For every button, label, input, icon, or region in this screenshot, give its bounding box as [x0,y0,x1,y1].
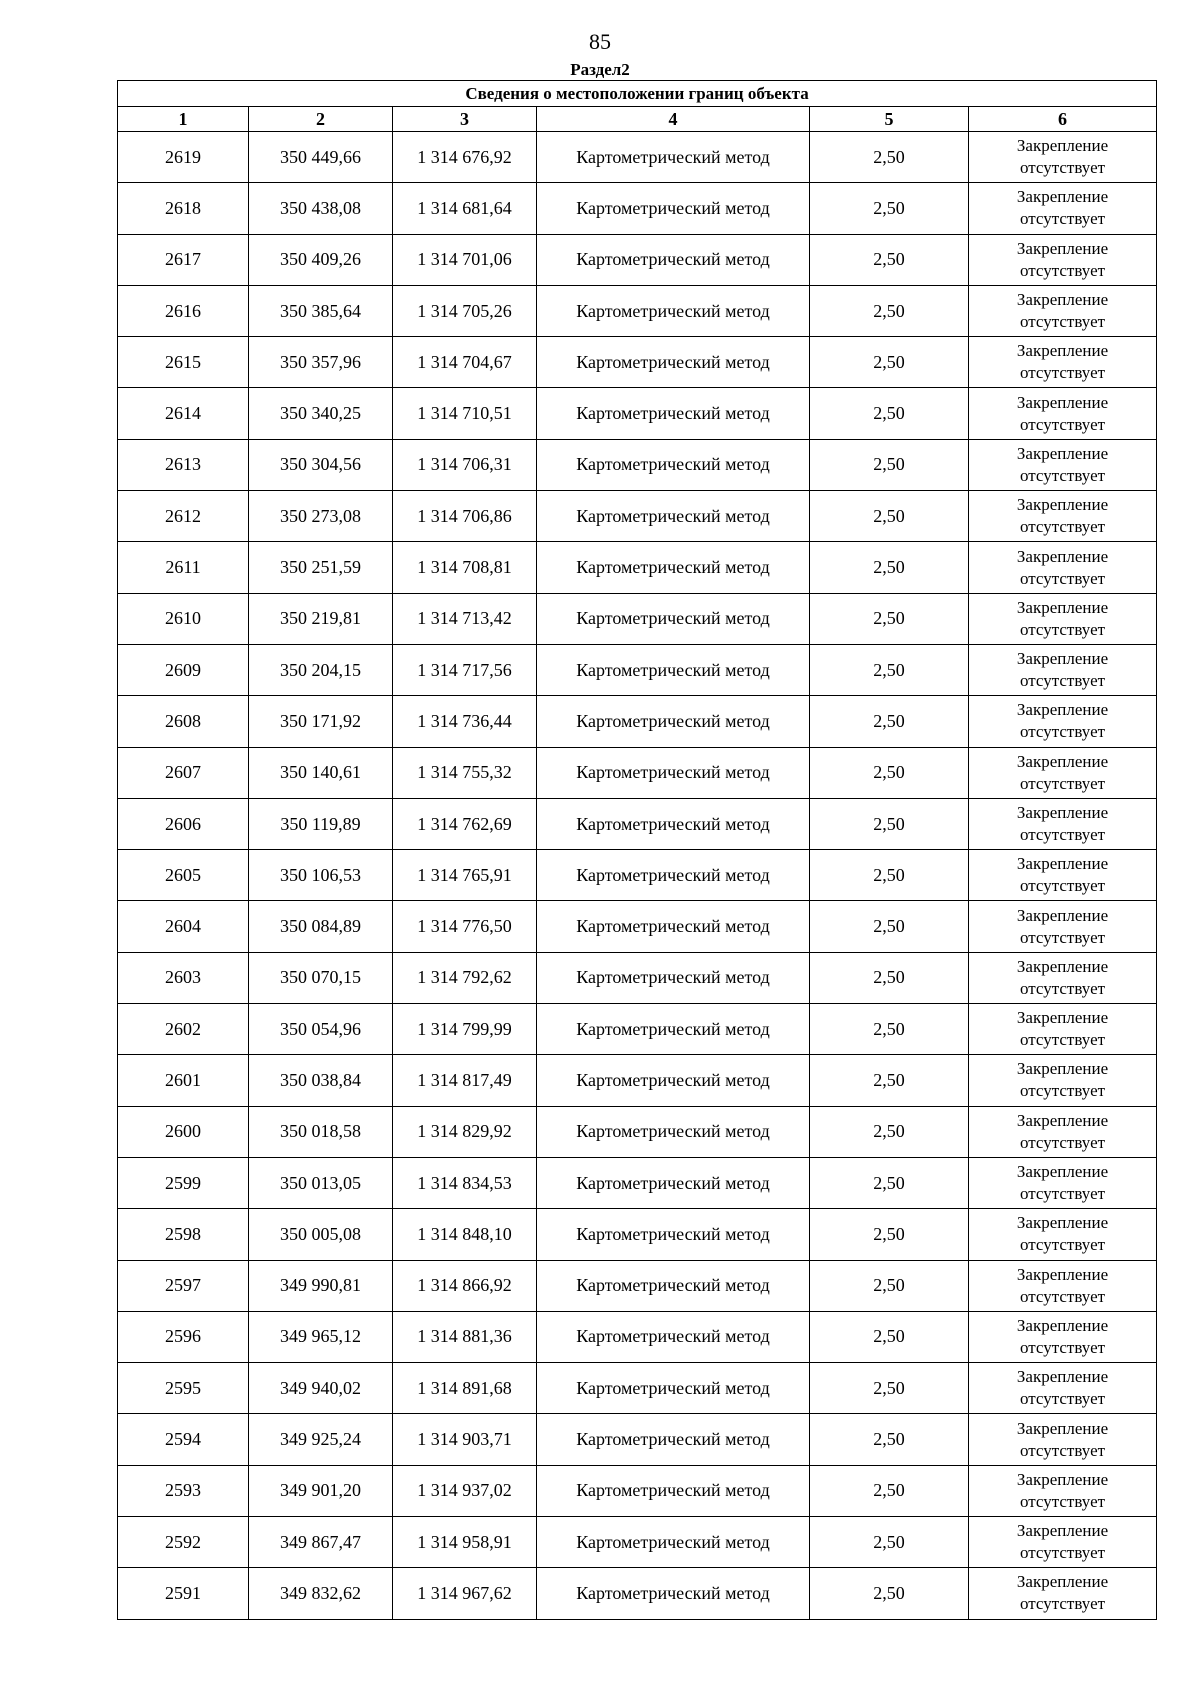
method-cell: Картометрический метод [537,850,810,901]
fixation-text: отсутствует [1020,1132,1106,1152]
point-number-cell: 2617 [118,234,249,285]
y-coordinate-cell: 1 314 903,71 [393,1414,537,1465]
y-coordinate-cell: 1 314 817,49 [393,1055,537,1106]
fixation-text: отсутствует [1020,773,1106,793]
method-cell: Картометрический метод [537,132,810,183]
y-coordinate-cell: 1 314 866,92 [393,1260,537,1311]
fixation-text: отсутствует [1020,1594,1106,1614]
x-coordinate-cell: 350 070,15 [249,952,393,1003]
x-coordinate-cell: 350 171,92 [249,696,393,747]
fixation-text: Закрепление [1016,854,1109,874]
x-coordinate-cell: 350 106,53 [249,850,393,901]
y-coordinate-cell: 1 314 706,31 [393,439,537,490]
table-row [118,491,1157,542]
method-cell: Картометрический метод [537,337,810,388]
fixation-cell [969,850,1157,901]
x-coordinate-cell: 349 925,24 [249,1414,393,1465]
point-number-cell: 2607 [118,747,249,798]
x-coordinate-cell: 350 084,89 [249,901,393,952]
fixation-cell [969,491,1157,542]
fixation-text: Закрепление [1016,1521,1109,1541]
method-cell: Картометрический метод [537,1465,810,1516]
method-cell: Картометрический метод [537,1517,810,1568]
fixation-cell [969,901,1157,952]
accuracy-cell: 2,50 [810,1311,969,1362]
y-coordinate-cell: 1 314 681,64 [393,183,537,234]
table-row [118,747,1157,798]
table-row [118,1311,1157,1362]
point-number-cell: 2597 [118,1260,249,1311]
accuracy-cell: 2,50 [810,1004,969,1055]
point-number-cell: 2605 [118,850,249,901]
method-cell: Картометрический метод [537,1209,810,1260]
table-row [118,1465,1157,1516]
column-number-4: 4 [537,107,810,132]
x-coordinate-cell: 349 901,20 [249,1465,393,1516]
y-coordinate-cell: 1 314 704,67 [393,337,537,388]
accuracy-cell: 2,50 [810,1517,969,1568]
y-coordinate-cell: 1 314 765,91 [393,850,537,901]
method-cell: Картометрический метод [537,542,810,593]
x-coordinate-cell: 349 965,12 [249,1311,393,1362]
method-cell: Картометрический метод [537,285,810,336]
method-cell: Картометрический метод [537,388,810,439]
y-coordinate-cell: 1 314 762,69 [393,798,537,849]
fixation-cell [969,337,1157,388]
table-row [118,644,1157,695]
fixation-text: Закрепление [1016,136,1109,156]
y-coordinate-cell: 1 314 834,53 [393,1157,537,1208]
table-row [118,696,1157,747]
table-row [118,439,1157,490]
point-number-cell: 2609 [118,644,249,695]
fixation-text: Закрепление [1016,1418,1109,1438]
point-number-cell: 2614 [118,388,249,439]
page-number: 85 [589,29,611,54]
fixation-text: Закрепление [1016,751,1109,771]
fixation-text: Закрепление [1016,1008,1109,1028]
x-coordinate-cell: 350 204,15 [249,644,393,695]
x-coordinate-cell: 350 385,64 [249,285,393,336]
fixation-cell [969,285,1157,336]
point-number-cell: 2604 [118,901,249,952]
accuracy-cell: 2,50 [810,1568,969,1619]
table-row [118,1209,1157,1260]
fixation-text: Закрепление [1016,1264,1109,1284]
y-coordinate-cell: 1 314 701,06 [393,234,537,285]
fixation-cell [969,1363,1157,1414]
fixation-text: Закрепление [1016,1213,1109,1233]
x-coordinate-cell: 350 304,56 [249,439,393,490]
fixation-text: Закрепление [1016,649,1109,669]
y-coordinate-cell: 1 314 706,86 [393,491,537,542]
fixation-text: отсутствует [1020,260,1106,280]
fixation-text: отсутствует [1020,1389,1106,1409]
method-cell: Картометрический метод [537,183,810,234]
accuracy-cell: 2,50 [810,850,969,901]
table-row [118,1055,1157,1106]
table-body [118,132,1157,1620]
y-coordinate-cell: 1 314 713,42 [393,593,537,644]
fixation-text: отсутствует [1020,1184,1106,1204]
y-coordinate-cell: 1 314 705,26 [393,285,537,336]
fixation-text: отсутствует [1020,825,1106,844]
point-number-cell: 2616 [118,285,249,336]
fixation-cell [969,439,1157,490]
accuracy-cell: 2,50 [810,901,969,952]
fixation-text: Закрепление [1016,495,1109,515]
x-coordinate-cell: 350 251,59 [249,542,393,593]
point-number-cell: 2608 [118,696,249,747]
point-number-cell: 2603 [118,952,249,1003]
fixation-text: отсутствует [1020,465,1106,485]
method-cell: Картометрический метод [537,593,810,644]
fixation-text: Закрепление [1016,1572,1109,1592]
table-row [118,388,1157,439]
accuracy-cell: 2,50 [810,183,969,234]
y-coordinate-cell: 1 314 829,92 [393,1106,537,1157]
fixation-text: отсутствует [1020,568,1106,588]
y-coordinate-cell: 1 314 717,56 [393,644,537,695]
method-cell: Картометрический метод [537,1260,810,1311]
column-number-2: 2 [249,107,393,132]
fixation-text: отсутствует [1020,209,1106,229]
method-cell: Картометрический метод [537,1157,810,1208]
method-cell: Картометрический метод [537,798,810,849]
fixation-text: отсутствует [1020,1440,1106,1460]
point-number-cell: 2591 [118,1568,249,1619]
point-number-cell: 2606 [118,798,249,849]
fixation-text: Закрепление [1016,290,1109,310]
table-row [118,1517,1157,1568]
table-caption: Сведения о местоположении границ объекта [118,81,1157,107]
table-caption-row [118,81,1157,107]
fixation-cell [969,1414,1157,1465]
fixation-cell [969,1209,1157,1260]
fixation-text: Закрепление [1016,341,1109,361]
method-cell: Картометрический метод [537,901,810,952]
table-row [118,1260,1157,1311]
x-coordinate-cell: 350 038,84 [249,1055,393,1106]
table-row [118,285,1157,336]
table-row [118,901,1157,952]
fixation-text: Закрепление [1016,956,1109,976]
fixation-text: Закрепление [1016,905,1109,925]
x-coordinate-cell: 349 867,47 [249,1517,393,1568]
x-coordinate-cell: 350 340,25 [249,388,393,439]
fixation-text: отсутствует [1020,876,1106,896]
fixation-text: отсутствует [1020,158,1106,178]
table-row [118,542,1157,593]
method-cell: Картометрический метод [537,439,810,490]
y-coordinate-cell: 1 314 937,02 [393,1465,537,1516]
column-number-row [118,107,1157,132]
fixation-text: отсутствует [1020,1286,1106,1306]
accuracy-cell: 2,50 [810,1363,969,1414]
fixation-text: отсутствует [1020,1337,1106,1357]
method-cell: Картометрический метод [537,1055,810,1106]
fixation-cell [969,542,1157,593]
fixation-text: Закрепление [1016,803,1109,822]
accuracy-cell: 2,50 [810,337,969,388]
table-row [118,1106,1157,1157]
method-cell: Картометрический метод [537,1311,810,1362]
point-number-cell: 2593 [118,1465,249,1516]
accuracy-cell: 2,50 [810,952,969,1003]
table-row [118,132,1157,183]
accuracy-cell: 2,50 [810,1209,969,1260]
accuracy-cell: 2,50 [810,1157,969,1208]
fixation-text: отсутствует [1020,927,1106,947]
fixation-text: отсутствует [1020,1543,1106,1563]
accuracy-cell: 2,50 [810,234,969,285]
method-cell: Картометрический метод [537,696,810,747]
fixation-cell [969,952,1157,1003]
point-number-cell: 2602 [118,1004,249,1055]
fixation-cell [969,132,1157,183]
table-row [118,1157,1157,1208]
table-row [118,593,1157,644]
column-number-6: 6 [969,107,1157,132]
x-coordinate-cell: 350 357,96 [249,337,393,388]
fixation-cell [969,183,1157,234]
y-coordinate-cell: 1 314 881,36 [393,1311,537,1362]
accuracy-cell: 2,50 [810,388,969,439]
point-number-cell: 2615 [118,337,249,388]
method-cell: Картометрический метод [537,1004,810,1055]
point-number-cell: 2595 [118,1363,249,1414]
x-coordinate-cell: 350 018,58 [249,1106,393,1157]
accuracy-cell: 2,50 [810,798,969,849]
fixation-text: Закрепление [1016,1367,1109,1387]
fixation-text: Закрепление [1016,1162,1109,1182]
y-coordinate-cell: 1 314 792,62 [393,952,537,1003]
fixation-cell [969,234,1157,285]
accuracy-cell: 2,50 [810,696,969,747]
fixation-cell [969,1055,1157,1106]
fixation-text: Закрепление [1016,546,1109,566]
accuracy-cell: 2,50 [810,1106,969,1157]
fixation-text: Закрепление [1016,443,1109,463]
x-coordinate-cell: 350 449,66 [249,132,393,183]
method-cell: Картометрический метод [537,952,810,1003]
table-row [118,1004,1157,1055]
fixation-cell [969,747,1157,798]
method-cell: Картометрический метод [537,491,810,542]
y-coordinate-cell: 1 314 848,10 [393,1209,537,1260]
column-number-5: 5 [810,107,969,132]
y-coordinate-cell: 1 314 958,91 [393,1517,537,1568]
method-cell: Картометрический метод [537,747,810,798]
y-coordinate-cell: 1 314 799,99 [393,1004,537,1055]
accuracy-cell: 2,50 [810,285,969,336]
point-number-cell: 2594 [118,1414,249,1465]
accuracy-cell: 2,50 [810,644,969,695]
fixation-text: Закрепление [1016,1469,1109,1489]
fixation-text: отсутствует [1020,1030,1106,1050]
table-row [118,1568,1157,1619]
fixation-text: отсутствует [1020,1491,1106,1511]
point-number-cell: 2613 [118,439,249,490]
point-number-cell: 2601 [118,1055,249,1106]
table-row [118,234,1157,285]
table-row [118,798,1157,849]
point-number-cell: 2618 [118,183,249,234]
y-coordinate-cell: 1 314 676,92 [393,132,537,183]
method-cell: Картометрический метод [537,1363,810,1414]
boundary-coordinates-table [117,80,1157,1620]
x-coordinate-cell: 350 219,81 [249,593,393,644]
fixation-cell [969,1568,1157,1619]
method-cell: Картометрический метод [537,1568,810,1619]
fixation-text: Закрепление [1016,597,1109,617]
point-number-cell: 2596 [118,1311,249,1362]
point-number-cell: 2592 [118,1517,249,1568]
x-coordinate-cell: 350 005,08 [249,1209,393,1260]
x-coordinate-cell: 349 990,81 [249,1260,393,1311]
point-number-cell: 2619 [118,132,249,183]
point-number-cell: 2599 [118,1157,249,1208]
fixation-cell [969,1311,1157,1362]
point-number-cell: 2610 [118,593,249,644]
accuracy-cell: 2,50 [810,542,969,593]
accuracy-cell: 2,50 [810,132,969,183]
x-coordinate-cell: 349 832,62 [249,1568,393,1619]
accuracy-cell: 2,50 [810,747,969,798]
fixation-text: отсутствует [1020,1235,1106,1255]
y-coordinate-cell: 1 314 776,50 [393,901,537,952]
x-coordinate-cell: 349 940,02 [249,1363,393,1414]
column-number-1: 1 [118,107,249,132]
y-coordinate-cell: 1 314 708,81 [393,542,537,593]
fixation-cell [969,1157,1157,1208]
fixation-text: Закрепление [1016,187,1109,207]
accuracy-cell: 2,50 [810,439,969,490]
fixation-cell [969,388,1157,439]
accuracy-cell: 2,50 [810,593,969,644]
fixation-cell [969,1004,1157,1055]
fixation-cell [969,798,1157,849]
fixation-text: отсутствует [1020,722,1106,742]
method-cell: Картометрический метод [537,234,810,285]
table-row [118,850,1157,901]
fixation-cell [969,1106,1157,1157]
fixation-text: Закрепление [1016,1315,1109,1335]
column-number-3: 3 [393,107,537,132]
fixation-text: отсутствует [1020,517,1106,537]
point-number-cell: 2598 [118,1209,249,1260]
fixation-text: отсутствует [1020,619,1106,639]
fixation-text: отсутствует [1020,363,1106,383]
fixation-text: Закрепление [1016,700,1109,720]
table-row [118,1414,1157,1465]
x-coordinate-cell: 350 438,08 [249,183,393,234]
section-title: Раздел2 [570,60,630,79]
x-coordinate-cell: 350 054,96 [249,1004,393,1055]
x-coordinate-cell: 350 119,89 [249,798,393,849]
table-row [118,337,1157,388]
accuracy-cell: 2,50 [810,491,969,542]
point-number-cell: 2600 [118,1106,249,1157]
fixation-text: Закрепление [1016,1110,1109,1130]
y-coordinate-cell: 1 314 891,68 [393,1363,537,1414]
fixation-text: Закрепление [1016,238,1109,258]
x-coordinate-cell: 350 409,26 [249,234,393,285]
fixation-cell [969,644,1157,695]
x-coordinate-cell: 350 273,08 [249,491,393,542]
y-coordinate-cell: 1 314 736,44 [393,696,537,747]
point-number-cell: 2612 [118,491,249,542]
fixation-text: Закрепление [1016,392,1109,412]
method-cell: Картометрический метод [537,1414,810,1465]
fixation-cell [969,1260,1157,1311]
accuracy-cell: 2,50 [810,1465,969,1516]
table-row [118,952,1157,1003]
fixation-text: Закрепление [1016,1059,1109,1079]
fixation-text: отсутствует [1020,978,1106,998]
fixation-text: отсутствует [1020,671,1106,691]
fixation-text: отсутствует [1020,414,1106,434]
table-row [118,183,1157,234]
accuracy-cell: 2,50 [810,1260,969,1311]
method-cell: Картометрический метод [537,644,810,695]
fixation-cell [969,1465,1157,1516]
fixation-cell [969,593,1157,644]
x-coordinate-cell: 350 140,61 [249,747,393,798]
y-coordinate-cell: 1 314 755,32 [393,747,537,798]
fixation-cell [969,696,1157,747]
accuracy-cell: 2,50 [810,1055,969,1106]
method-cell: Картометрический метод [537,1106,810,1157]
fixation-text: отсутствует [1020,1081,1106,1101]
y-coordinate-cell: 1 314 967,62 [393,1568,537,1619]
point-number-cell: 2611 [118,542,249,593]
fixation-cell [969,1517,1157,1568]
fixation-text: отсутствует [1020,312,1106,332]
y-coordinate-cell: 1 314 710,51 [393,388,537,439]
x-coordinate-cell: 350 013,05 [249,1157,393,1208]
accuracy-cell: 2,50 [810,1414,969,1465]
table-row [118,1363,1157,1414]
